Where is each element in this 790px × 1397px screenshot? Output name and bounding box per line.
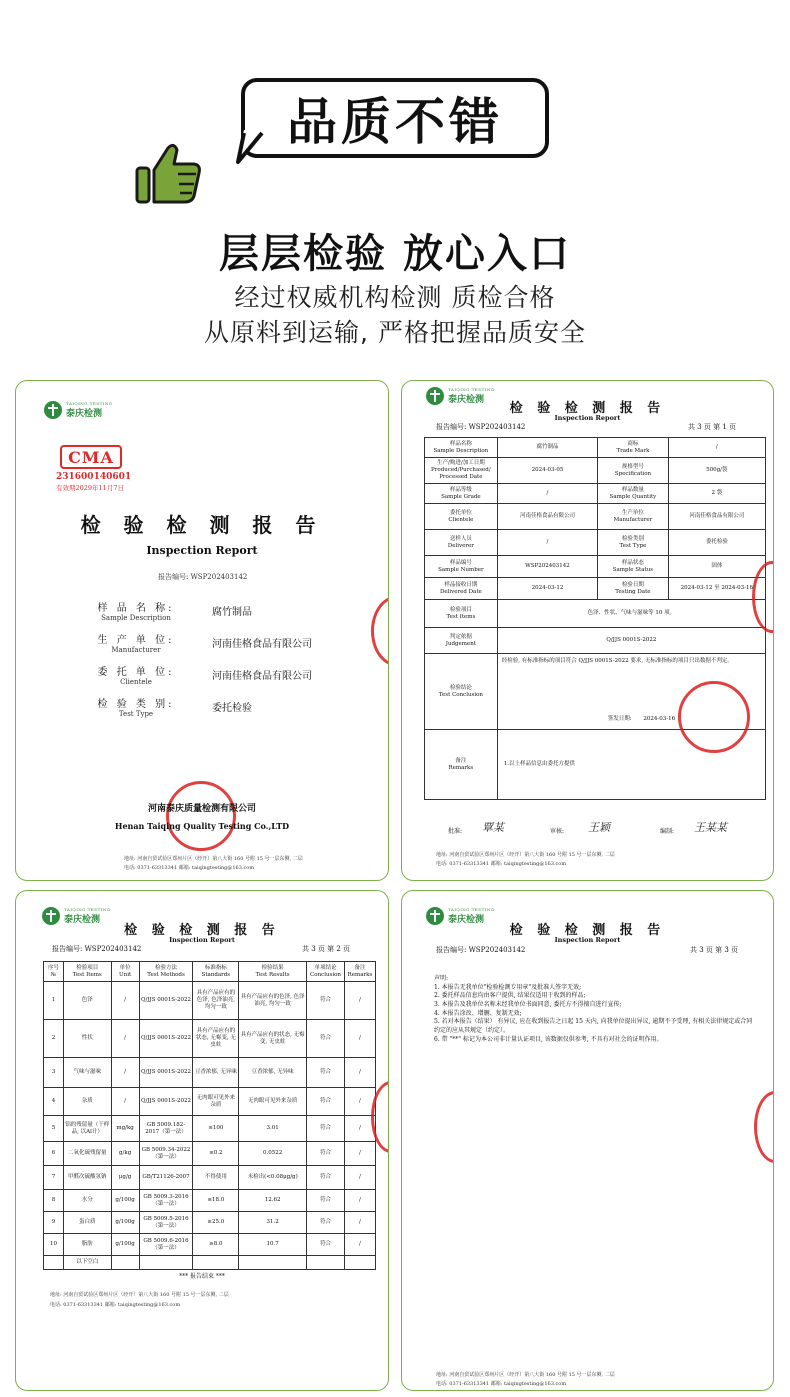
cell-no: 3 — [44, 1058, 64, 1088]
title-speech-bubble — [241, 78, 549, 158]
speech-bubble-tail — [230, 130, 270, 170]
cell-result: 31.2 — [239, 1212, 307, 1234]
cell-method: Q/JJS 0001S-2022 — [139, 1058, 193, 1088]
cell-remark: / — [344, 1234, 375, 1256]
cell-result: 具有产品应有的状态, 无霉变, 无虫蛀 — [239, 1020, 307, 1058]
table-row — [425, 628, 766, 654]
cell-item: 水分 — [63, 1190, 111, 1212]
cell-conclusion: 符合 — [307, 1058, 345, 1088]
cell-method: Q/JJS 0001S-2022 — [139, 1020, 193, 1058]
reviewer-signature: 王颖 — [588, 821, 610, 834]
table-row — [44, 1020, 376, 1058]
cma-validity: 有效期2029年11月7日 — [56, 484, 124, 492]
cover-report-number: 报告编号: WSP202403142 — [158, 573, 248, 581]
cell-remark: / — [344, 1212, 375, 1234]
cell-result: 3.01 — [239, 1116, 307, 1142]
logo-cn: 泰庆检测 — [64, 915, 101, 925]
cover-title: 检 验 检 测 报 告 — [80, 513, 324, 537]
cell-method: GB 5009.6-2016（第一法） — [139, 1234, 193, 1256]
taiqing-logo-icon — [44, 401, 62, 419]
col-header-en: Test Results — [255, 971, 290, 978]
table-row — [44, 1256, 376, 1270]
table-header-row — [44, 962, 376, 982]
review-label: 审核: — [550, 828, 565, 835]
cell-no: 10 — [44, 1234, 64, 1256]
cell-value: / — [497, 484, 597, 504]
report-title: 检 验 检 测 报 告 — [509, 923, 666, 938]
conclusion-text: 经检验, 有标准指标的项目符合 Q/JJS 0001S-2022 要求, 无标准指标的项目只出数据不判定。 — [501, 658, 733, 664]
cell-unit: / — [111, 1020, 139, 1058]
logo-en: TAIQING TESTING — [64, 907, 111, 912]
editor-signature: 王某某 — [694, 821, 727, 834]
cell-label-en: Testing Date — [615, 588, 651, 595]
cell-item: 甲醛次硫酸氢钠 — [63, 1166, 111, 1190]
footer-contact: 电话: 0371-63313341 邮箱: taiqingtesting@163.com — [50, 1302, 181, 1308]
note-line: 4. 本报告涂改、增删、复制无效; — [434, 1009, 522, 1017]
cell-result: 10.7 — [239, 1234, 307, 1256]
table-row — [44, 982, 376, 1020]
table-row — [425, 578, 766, 600]
taiqing-logo — [44, 401, 113, 419]
cell-label: 判定依据 — [449, 633, 472, 640]
col-header: 单位 — [119, 964, 131, 971]
approve-label: 批准: — [448, 828, 463, 835]
logo-en: TAIQING TESTING — [66, 401, 113, 406]
cell-label-en: Sample Quantity — [609, 493, 657, 500]
cell-label: 检验项目 — [449, 606, 472, 613]
report-page-3 — [401, 890, 774, 1391]
cover-org-en: Henan Taiqing Quality Testing Co.,LTD — [114, 821, 290, 831]
report-title: 检 验 检 测 报 告 — [509, 401, 666, 416]
cell-value: / — [497, 530, 597, 556]
cell-no: 8 — [44, 1190, 64, 1212]
cell-result: 具有产品应有的色泽, 色泽油亮, 均匀一致 — [239, 982, 307, 1020]
table-row — [44, 1234, 376, 1256]
cell-standard: ≥8.0 — [193, 1234, 239, 1256]
table-row — [44, 1142, 376, 1166]
cell-label: 备注 — [455, 757, 467, 764]
cover-subtitle: Inspection Report — [146, 544, 258, 557]
cell-no: 6 — [44, 1142, 64, 1166]
cell-standard: ≤0.2 — [193, 1142, 239, 1166]
cell-label-en: Sample Grade — [441, 493, 481, 500]
cell-label: 样品状态 — [621, 559, 644, 566]
cell-label: 检验结论 — [449, 684, 472, 691]
cell-label: 生产/购进/加工日期 — [437, 460, 485, 467]
col-header-en: Standards — [201, 971, 231, 978]
col-header: 检验项目 — [76, 964, 99, 971]
cell-value: 2024-03-12 至 2024-03-16 — [668, 578, 765, 600]
col-header-en: Test Items — [72, 971, 102, 978]
cell-item: 蛋白质 — [63, 1212, 111, 1234]
col-header: 检验结果 — [261, 964, 284, 971]
cover-field-clientele — [86, 663, 386, 686]
red-seal-stamp-edge — [754, 1091, 774, 1163]
cell-label-en: Sample Status — [612, 566, 654, 573]
page-number: 共 3 页 第 3 页 — [690, 946, 739, 954]
logo-cn: 泰庆检测 — [448, 395, 485, 405]
report-subtitle: Inspection Report — [169, 936, 235, 944]
table-row — [44, 1212, 376, 1234]
field-label-en: Test Type — [118, 710, 154, 718]
cell-value: 500g/袋 — [668, 458, 765, 484]
cell-result: 未检出(<0.08μg/g) — [239, 1166, 307, 1190]
cma-mark: CMA — [60, 445, 122, 469]
cell-label: 商标 — [627, 440, 639, 447]
cell-value: 2024-03-05 — [497, 458, 597, 484]
cell-value: 2 袋 — [668, 484, 765, 504]
report-page-2 — [15, 890, 389, 1391]
report-cover-page — [15, 380, 389, 881]
cell-value: 委托检验 — [668, 530, 765, 556]
col-header: 备注 — [354, 964, 366, 971]
cell-label: 样品数量 — [621, 486, 644, 493]
cell-conclusion: 符合 — [307, 1020, 345, 1058]
cell-label: 检验类别 — [621, 535, 644, 542]
cover-org-cn: 河南泰庆质量检测有限公司 — [147, 804, 256, 814]
cell-label-en: Trade Mark — [616, 447, 650, 454]
approver-signature: 覃某 — [482, 821, 504, 834]
col-header-en: Remarks — [347, 971, 373, 978]
cell-method: Q/JJS 0001S-2022 — [139, 982, 193, 1020]
cell-unit: / — [111, 1058, 139, 1088]
cell-result: 0.0522 — [239, 1142, 307, 1166]
report-page-1 — [401, 380, 774, 881]
cell-conclusion: 符合 — [307, 1190, 345, 1212]
cell-conclusion: 符合 — [307, 1234, 345, 1256]
field-label-en: Clientele — [120, 678, 152, 686]
cover-field-sample — [86, 599, 386, 622]
cell-value: 河南佳格食品有限公司 — [668, 504, 765, 530]
cell-method: GB 5009.3-2016（第一法） — [139, 1190, 193, 1212]
note-line: 5. 若对本报告（结果） 有异议, 应在收到报告之日起 15 天内, 向我单位提出异议, 逾期不予受理, 有相关法律规定或合同约定的应从其规定（约定）。 — [434, 1018, 753, 1035]
cell-unit: g/kg — [111, 1142, 139, 1166]
table-row — [44, 1166, 376, 1190]
cell-item: 杂质 — [63, 1088, 111, 1116]
field-label: 委 托 单 位: — [97, 667, 175, 678]
table-row — [425, 484, 766, 504]
cell-conclusion: 符合 — [307, 982, 345, 1020]
table-row — [425, 504, 766, 530]
note-line: 3. 本报告及我单位名称未经我单位书面同意, 委托方不得擅自进行宣传; — [434, 1001, 622, 1009]
cell-method: Q/JJS 0001S-2022 — [139, 1088, 193, 1116]
title-text: 品质不错 — [287, 93, 503, 151]
cell-label-en: Manufacturer — [613, 516, 653, 523]
footer-address: 地址: 河南自贸试验区郑州片区（经开）第八大街 160 号附 15 号一层东侧, 二层 — [124, 856, 303, 862]
footer-contact: 电话: 0371-63313341 邮箱: taiqingtesting@163.com — [436, 861, 567, 867]
col-header: 标准指标 — [204, 964, 227, 971]
cell-item: 脂肪 — [63, 1234, 111, 1256]
cell-conclusion: 符合 — [307, 1088, 345, 1116]
cell-value: 1.以上样品信息由委托方提供 — [497, 730, 765, 800]
cell-remark: / — [344, 1088, 375, 1116]
cell-item: 二氧化硫残留量 — [63, 1142, 111, 1166]
field-value: 河南佳格食品有限公司 — [212, 671, 312, 682]
blank-row-text: 以下空白 — [63, 1256, 111, 1270]
table-row — [425, 438, 766, 458]
red-seal-stamp — [166, 781, 236, 851]
cell-result: 无肉眼可见外来杂质 — [239, 1088, 307, 1116]
col-header-en: Conclusion — [310, 971, 341, 978]
thumbs-up-icon — [134, 140, 204, 206]
cell-standard: 无肉眼可见外来杂质 — [193, 1088, 239, 1116]
headline: 层层检验 放心入口 — [219, 231, 571, 277]
cell-method: GB/T21126-2007 — [139, 1166, 193, 1190]
cell-value: WSP202403142 — [497, 556, 597, 578]
field-value: 河南佳格食品有限公司 — [212, 639, 312, 650]
cell-conclusion: 符合 — [307, 1116, 345, 1142]
cell-no: 9 — [44, 1212, 64, 1234]
logo-en: TAIQING TESTING — [448, 387, 495, 392]
cell-unit: g/100g — [111, 1234, 139, 1256]
cell-item: 气味与滋味 — [63, 1058, 111, 1088]
cell-remark: / — [344, 1166, 375, 1190]
cell-remark: / — [344, 982, 375, 1020]
cell-value: 色泽、性状、气味与滋味等 10 项。 — [497, 600, 765, 628]
cell-remark: / — [344, 1058, 375, 1088]
cell-label-en: Specification — [614, 470, 652, 477]
issue-date-label: 签发日期: — [607, 716, 632, 723]
footer-address: 地址: 河南自贸试验区郑州片区（经开）第八大街 160 号附 15 号一层东侧, 二层 — [50, 1292, 229, 1298]
cell-no: 1 — [44, 982, 64, 1020]
note-line: 声明: — [434, 975, 449, 982]
red-seal-stamp — [678, 681, 750, 753]
table-row — [425, 600, 766, 628]
cell-label-en: Produced/Purchased/ Processed Date — [431, 467, 491, 480]
cell-label: 样品接收日期 — [444, 581, 478, 588]
cell-label: 样品名称 — [449, 440, 472, 447]
cell-result: 12.62 — [239, 1190, 307, 1212]
cell-label: 规格型号 — [621, 463, 644, 470]
test-results-table — [43, 961, 376, 1270]
cell-label-en: Sample Description — [433, 447, 489, 454]
cell-no: 5 — [44, 1116, 64, 1142]
cell-unit: μg/g — [111, 1166, 139, 1190]
footer-contact: 电话: 0371-63313341 邮箱: taiqingtesting@163.com — [436, 1381, 567, 1387]
cell-result: 豆香浓郁, 无异味 — [239, 1058, 307, 1088]
cell-label: 检验日期 — [621, 581, 644, 588]
cell-label-en: Delivered Date — [439, 588, 482, 595]
cell-value: / — [668, 438, 765, 458]
issue-date-value: 2024-03-16 — [643, 716, 676, 723]
col-header-en: № — [50, 971, 57, 978]
footer-address: 地址: 河南自贸试验区郑州片区（经开）第八大街 160 号附 15 号一层东侧, 二层 — [436, 1372, 615, 1378]
field-label: 生 产 单 位: — [97, 635, 175, 646]
cell-conclusion: 符合 — [307, 1166, 345, 1190]
page-number: 共 3 页 第 1 页 — [688, 423, 737, 431]
table-row — [425, 556, 766, 578]
table-row — [44, 1116, 376, 1142]
col-header: 检验方法 — [154, 964, 177, 971]
cell-value: 腐竹制品 — [497, 438, 597, 458]
cell-label-en: Clientele — [448, 516, 474, 523]
cell-unit: g/100g — [111, 1212, 139, 1234]
cell-value: Q/JJS 0001S-2022 — [497, 628, 765, 654]
cell-unit: mg/kg — [111, 1116, 139, 1142]
cell-method: GB 5009.182-2017（第一法） — [139, 1116, 193, 1142]
cell-label-en: Test Conclusion — [438, 691, 483, 698]
cell-standard: ≤100 — [193, 1116, 239, 1142]
cell-label-en: Remarks — [448, 764, 474, 771]
col-header-en: Test Methods — [147, 971, 185, 978]
field-label: 样 品 名 称: — [97, 603, 175, 614]
report-number: 报告编号: WSP202403142 — [436, 946, 526, 954]
cell-label-en: Judgement — [445, 640, 477, 647]
col-header-en: Unit — [119, 971, 132, 978]
cell-unit: g/100g — [111, 1190, 139, 1212]
cell-item: 铝的残留量（干样品, 以Al计） — [63, 1116, 111, 1142]
report-number: 报告编号: WSP202403142 — [436, 423, 526, 431]
note-line: 6. 带 "**" 标记为本公司非计量认证项目, 该数据仅供参考, 不具有对社会的证明作用。 — [434, 1035, 663, 1043]
cma-number: 231600140601 — [56, 472, 132, 482]
field-value: 腐竹制品 — [212, 607, 252, 618]
cell-remark: / — [344, 1116, 375, 1142]
cell-label: 样品等级 — [449, 486, 472, 493]
cell-unit: / — [111, 1088, 139, 1116]
cell-label-en: Test Items — [446, 613, 476, 620]
table-row — [44, 1190, 376, 1212]
cell-label-en: Sample Number — [438, 566, 484, 573]
cell-label: 委托单位 — [449, 509, 472, 516]
edit-label: 编制: — [660, 828, 675, 835]
col-header: 序号 — [47, 964, 59, 971]
field-label-en: Manufacturer — [111, 646, 161, 654]
cell-unit: / — [111, 982, 139, 1020]
col-header: 单项结论 — [314, 964, 337, 971]
cell-value: 固体 — [668, 556, 765, 578]
footer-address: 地址: 河南自贸试验区郑州片区（经开）第八大街 160 号附 15 号一层东侧, 二层 — [436, 852, 615, 858]
table-row — [44, 1058, 376, 1088]
declaration-notes — [434, 975, 754, 1045]
cell-value: 河南佳格食品有限公司 — [497, 504, 597, 530]
page-number: 共 3 页 第 2 页 — [302, 945, 351, 953]
field-label-en: Sample Description — [101, 614, 171, 622]
cell-label: 送样人员 — [449, 535, 472, 542]
cell-label-en: Deliverer — [447, 542, 474, 549]
cover-field-test-type — [86, 695, 386, 718]
cell-label: 生产单位 — [621, 509, 644, 516]
cell-standard: ≤18.0 — [193, 1190, 239, 1212]
cell-remark: / — [344, 1190, 375, 1212]
cover-field-manufacturer — [86, 631, 386, 654]
cell-standard: 不得使用 — [193, 1166, 239, 1190]
cell-method: GB 5009.34-2022（第一法） — [139, 1142, 193, 1166]
logo-cn: 泰庆检测 — [448, 915, 485, 925]
cell-label-en: Test Type — [619, 542, 647, 549]
cell-item: 色泽 — [63, 982, 111, 1020]
subheadline-1: 经过权威机构检测 质检合格 — [234, 283, 556, 312]
report-number: 报告编号: WSP202403142 — [52, 945, 142, 953]
logo-en: TAIQING TESTING — [448, 907, 495, 912]
cell-item: 性状 — [63, 1020, 111, 1058]
cell-conclusion: 符合 — [307, 1212, 345, 1234]
cell-no: 7 — [44, 1166, 64, 1190]
field-value: 委托检验 — [212, 703, 252, 714]
note-line: 1. 本报告无我单位"检验检测专用章"及批准人签字无效; — [434, 983, 582, 991]
table-row — [425, 458, 766, 484]
table-row — [425, 530, 766, 556]
report-subtitle: Inspection Report — [554, 414, 621, 422]
cell-standard: 豆香浓郁, 无异味 — [193, 1058, 239, 1088]
table-row — [44, 1088, 376, 1116]
footer-contact: 电话: 0371-63313341 邮箱: taiqingtesting@163.com — [124, 865, 255, 871]
field-label: 检 验 类 别: — [97, 699, 175, 710]
cell-remark: / — [344, 1020, 375, 1058]
cell-standard: 具有产品应有的色泽, 色泽油亮, 均匀一致 — [193, 982, 239, 1020]
cell-conclusion: 符合 — [307, 1142, 345, 1166]
cell-method: GB 5009.5-2016（第一法） — [139, 1212, 193, 1234]
report-subtitle: Inspection Report — [554, 936, 621, 944]
cell-standard: 具有产品应有的状态, 无霉变, 无虫蛀 — [193, 1020, 239, 1058]
cell-no: 2 — [44, 1020, 64, 1058]
note-line: 2. 委托样品信息均由客户提供, 结果仅适用于收到的样品; — [434, 992, 586, 1000]
subheadline-2: 从原料到运输, 严格把握品质安全 — [204, 318, 586, 347]
cell-value: 2024-03-12 — [497, 578, 597, 600]
cell-no: 4 — [44, 1088, 64, 1116]
cell-remark: / — [344, 1142, 375, 1166]
cell-standard: ≥25.0 — [193, 1212, 239, 1234]
cell-label: 样品编号 — [449, 559, 472, 566]
logo-cn: 泰庆检测 — [66, 409, 103, 419]
report-title: 检 验 检 测 报 告 — [124, 923, 280, 938]
report-end: *** 报告结束 *** — [179, 1273, 225, 1280]
